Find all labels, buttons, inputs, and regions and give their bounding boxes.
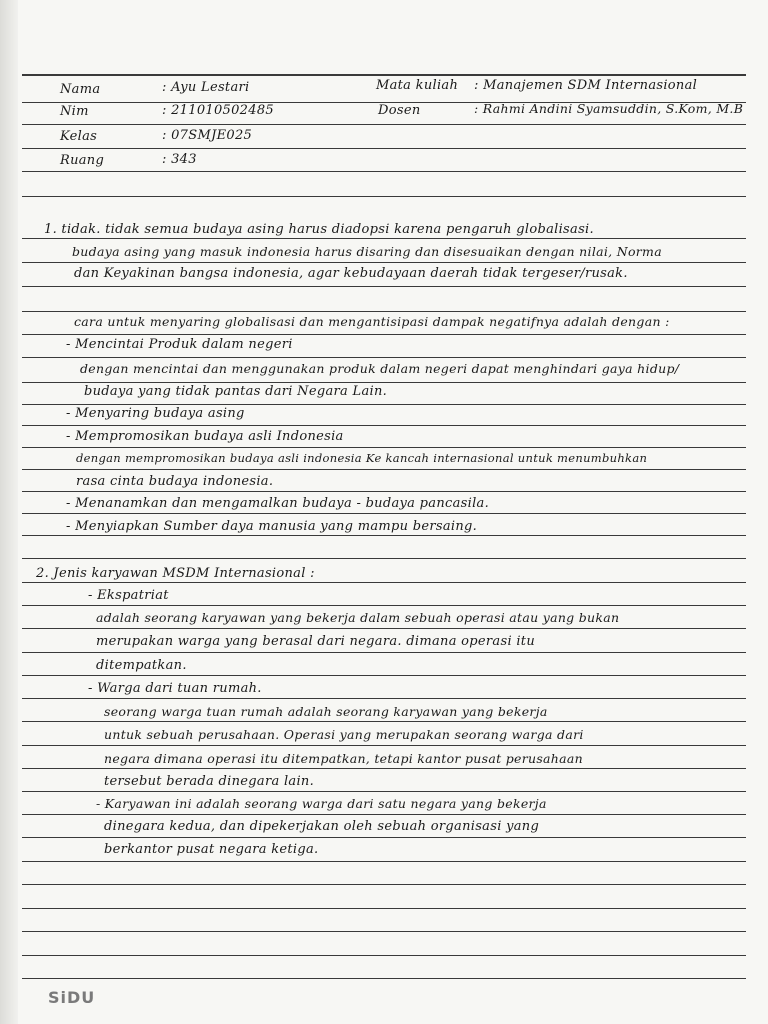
answer-line: dengan mencintai dan menggunakan produk dalam negeri dapat menghindari gaya hidup/ [80,361,680,376]
answer-line: cara untuk menyaring globalisasi dan mengantisipasi dampak negatifnya adalah dengan : [74,314,670,329]
ruled-line [22,262,746,263]
ruled-line [22,931,746,932]
page-edge [0,0,18,1024]
ruled-line [22,884,746,885]
ruang-value: : 343 [162,152,197,167]
answer-line: tersebut berada dinegara lain. [104,774,315,789]
answer-line: rasa cinta budaya indonesia. [76,474,274,489]
ruled-line [22,745,746,746]
ruled-line [22,978,746,979]
kelas-label: Kelas [60,129,98,144]
matkul-label: Mata kuliah [376,78,459,93]
ruled-line [22,491,746,492]
answer-line: berkantor pusat negara ketiga. [104,842,319,857]
nama-label: Nama [60,82,101,97]
answer-line: untuk sebuah perusahaan. Operasi yang merupakan seorang warga dari [104,727,584,742]
ruled-line [22,652,746,653]
ruled-line [22,238,746,239]
answer-line: - Menanamkan dan mengamalkan budaya - budaya pancasila. [66,496,490,511]
dosen-value: : Rahmi Andini Syamsuddin, S.Kom, M.B [474,101,744,116]
ruled-line [22,861,746,862]
answer-line: adalah seorang karyawan yang bekerja dalam sebuah operasi atau yang bukan [96,610,620,625]
answer-line: budaya asing yang masuk indonesia harus disaring dan disesuaikan dengan nilai, Norma [72,244,662,259]
ruled-line [22,148,746,149]
ruled-line [22,791,746,792]
answer-line: dan Keyakinan bangsa indonesia, agar kebudayaan daerah tidak tergeser/rusak. [74,266,628,281]
answer-line: merupakan warga yang berasal dari negara. dimana operasi itu [96,634,536,649]
ruled-line [22,469,746,470]
ruled-line [22,605,746,606]
ruled-line [22,535,746,536]
answer-line: ditempatkan. [96,658,187,673]
answer-line: budaya yang tidak pantas dari Negara Lain. [84,384,388,399]
ruled-line [22,286,746,287]
ruled-line [22,382,746,383]
ruled-line [22,513,746,514]
ruled-line [22,721,746,722]
ruled-line [22,698,746,699]
matkul-value: : Manajemen SDM Internasional [474,78,698,93]
ruang-label: Ruang [60,153,105,168]
ruled-line [22,124,746,125]
answer-line: - Karyawan ini adalah seorang warga dari satu negara yang bekerja [96,796,547,811]
answer-line: 2. Jenis karyawan MSDM Internasional : [36,566,315,581]
ruled-line [22,675,746,676]
ruled-line [22,334,746,335]
ruled-line [22,814,746,815]
ruled-line [22,768,746,769]
nama-value: : Ayu Lestari [162,80,250,95]
ruled-line [22,196,746,197]
ruled-line [22,955,746,956]
kelas-value: : 07SMJE025 [162,128,253,143]
ruled-line [22,628,746,629]
answer-line: dengan mempromosikan budaya asli indonesia Ke kancah internasional untuk menumbuhkan [76,451,648,465]
answer-line: - Ekspatriat [88,588,169,603]
answer-line: seorang warga tuan rumah adalah seorang karyawan yang bekerja [104,704,548,719]
ruled-line [22,404,746,405]
answer-line: - Mencintai Produk dalam negeri [66,337,293,352]
answer-line: - Warga dari tuan rumah. [88,681,262,696]
answer-line: - Menyaring budaya asing [66,406,245,421]
ruled-line [22,908,746,909]
nim-value: : 211010502485 [162,103,274,118]
ruled-line [22,837,746,838]
ruled-line [22,558,746,559]
ruled-line [22,447,746,448]
notebook-brand-logo: SiDU [48,988,96,1007]
ruled-line [22,425,746,426]
answer-line: - Menyiapkan Sumber daya manusia yang mampu bersaing. [66,519,478,534]
answer-line: negara dimana operasi itu ditempatkan, tetapi kantor pusat perusahaan [104,751,583,766]
ruled-line [22,311,746,312]
nim-label: Nim [60,104,89,119]
dosen-label: Dosen [378,103,421,118]
ruled-line [22,357,746,358]
ruled-line [22,582,746,583]
ruled-line [22,74,746,76]
answer-line: - Mempromosikan budaya asli Indonesia [66,429,344,444]
answer-line: dinegara kedua, dan dipekerjakan oleh sebuah organisasi yang [104,819,540,834]
answer-line: 1. tidak. tidak semua budaya asing harus diadopsi karena pengaruh globalisasi. [44,222,594,237]
ruled-line [22,171,746,172]
